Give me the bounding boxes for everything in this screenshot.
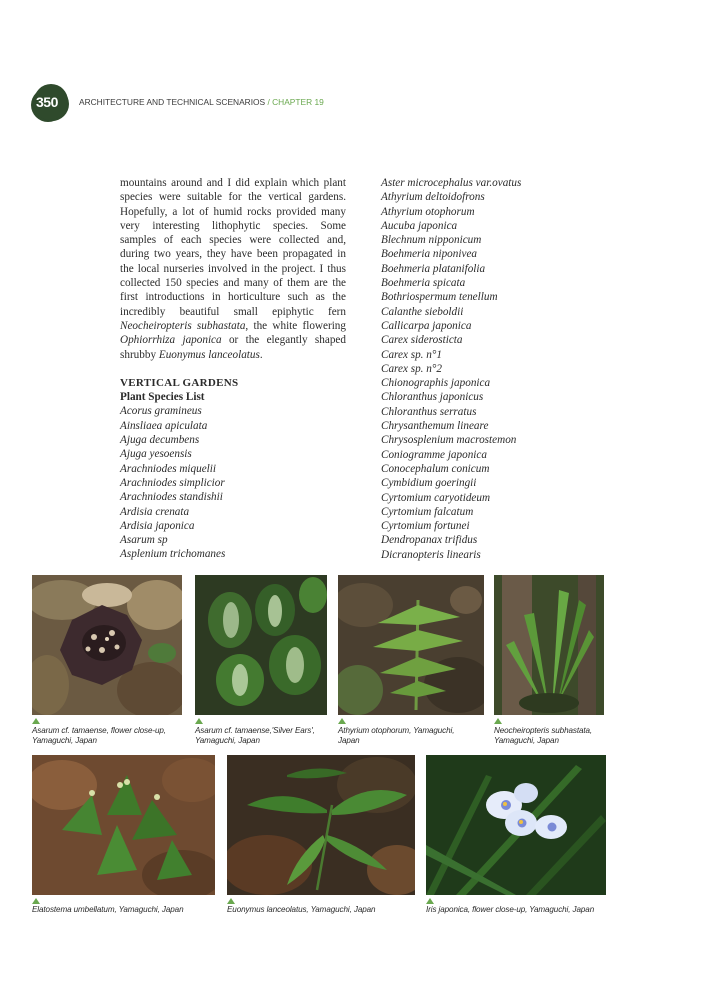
species-item: Asplenium trichomanes <box>120 548 226 561</box>
photo-caption: Neocheiropteris subhastata, Yamaguchi, Japan <box>494 726 593 745</box>
species-item: Asarum sp <box>120 534 168 547</box>
photo-caption: Iris japonica, flower close-up, Yamaguchi, Japan <box>426 905 595 914</box>
species-item: Chrysosplenium macrostemon <box>381 434 517 447</box>
photo-caption: Asarum cf. tamaense,'Silver Ears', Yamaguchi, Japan <box>195 726 315 745</box>
species-item: Chloranthus serratus <box>381 405 477 418</box>
species-item: Acorus gramineus <box>120 405 202 418</box>
photo-athyrium-otophorum <box>338 575 484 715</box>
species-item: Dicranopteris linearis <box>381 548 481 561</box>
book-title: ARCHITECTURE AND TECHNICAL SCENARIOS <box>79 97 266 107</box>
page-number: 350 <box>36 94 58 110</box>
species-item: Athyrium deltoidofrons <box>381 191 485 204</box>
species-item: Arachniodes standishii <box>120 491 223 504</box>
running-head <box>79 97 324 107</box>
species-item: Conocephalum conicum <box>381 462 490 475</box>
species-item: Cyrtomium caryotideum <box>381 491 491 504</box>
species-item: Arachniodes miquelii <box>120 462 217 475</box>
species-item: Boehmeria spicata <box>381 277 466 290</box>
species-item: Chloranthus japonicus <box>381 391 484 404</box>
species-item: Coniogramme japonica <box>381 448 487 461</box>
paragraph-text: . <box>259 348 263 361</box>
photo-iris-japonica <box>426 755 606 895</box>
species-list-left <box>120 404 346 561</box>
caption-marker-icon <box>426 898 434 904</box>
species-item: Boehmeria platanifolia <box>381 262 486 275</box>
paragraph-text: or the elegantly shaped shrubby <box>120 334 346 361</box>
caption-marker-icon <box>195 718 203 724</box>
photo-caption: Euonymus lanceolatus, Yamaguchi, Japan <box>227 905 376 914</box>
species-item: Arachniodes simplicior <box>120 476 225 489</box>
caption-marker-icon <box>227 898 235 904</box>
species-item: Callicarpa japonica <box>381 319 472 332</box>
caption-marker-icon <box>338 718 346 724</box>
species-list-right <box>381 176 611 562</box>
photo-euonymus <box>227 755 415 895</box>
species-item: Boehmeria niponivea <box>381 248 478 261</box>
species-item: Calanthe sieboldii <box>381 305 464 318</box>
body-paragraph <box>120 176 346 362</box>
species-mention: Neocheiropteris subhastata <box>120 319 246 332</box>
species-item: Chionographis japonica <box>381 377 491 390</box>
species-item: Cyrtomium fortunei <box>381 520 470 533</box>
species-item: Ardisia japonica <box>120 519 195 532</box>
species-item: Ajuga yesoensis <box>120 448 192 461</box>
species-mention: Euonymus lanceolatus <box>158 348 260 361</box>
photo-caption: Asarum cf. tamaense, flower close-up, Yamaguchi, Japan <box>32 726 166 745</box>
species-item: Cyrtomium falcatum <box>381 505 474 518</box>
species-item: Carex sp. n°1 <box>381 348 442 361</box>
right-column <box>381 176 611 562</box>
species-item: Ainsliaea apiculata <box>120 419 208 432</box>
caption-marker-icon <box>32 718 40 724</box>
photo-asarum-silver-ears <box>195 575 327 715</box>
species-item: Dendropanax trifidus <box>381 534 478 547</box>
species-item: Aucuba japonica <box>381 219 458 232</box>
species-item: Carex sp. n°2 <box>381 362 442 375</box>
left-column <box>120 176 346 562</box>
caption-marker-icon <box>494 718 502 724</box>
photo-neocheiropteris <box>494 575 604 715</box>
page-header <box>33 86 433 120</box>
paragraph-text: , the white flowering <box>245 319 346 332</box>
photo-caption: Elatostema umbellatum, Yamaguchi, Japan <box>32 905 184 914</box>
chapter-label: CHAPTER 19 <box>272 97 324 107</box>
paragraph-text: mountains around and I did explain which plant species were suitable for the vertical gardens. Hopefully, a lot of humid rocks provided many very interesting lithophytic species. Some samples of each species were collected and, during two years, they have been propagated in the local nurseries involved in the project. I thus collected 150 species and many of them are the first introductions in horticulture such as the incredibly beautiful small epiphytic fern <box>120 177 346 318</box>
species-item: Chrysanthemum lineare <box>381 420 489 433</box>
species-item: Athyrium otophorum <box>381 205 475 218</box>
species-item: Blechnum nipponicum <box>381 234 482 247</box>
header-separator: / <box>265 97 273 107</box>
species-item: Ajuga decumbens <box>120 434 200 447</box>
caption-marker-icon <box>32 898 40 904</box>
species-item: Aster microcephalus var.ovatus <box>381 177 522 189</box>
list-heading: Plant Species List <box>120 391 205 404</box>
photo-caption: Athyrium otophorum, Yamaguchi, Japan <box>338 726 455 745</box>
photo-elatostema <box>32 755 215 895</box>
species-mention: Ophiorrhiza japonica <box>120 334 222 347</box>
photo-asarum-flower <box>32 575 182 715</box>
section-heading: VERTICAL GARDENS <box>120 376 239 389</box>
species-item: Bothriospermum tenellum <box>381 291 498 304</box>
species-item: Carex siderosticta <box>381 334 463 347</box>
species-item: Cymbidium goeringii <box>381 477 477 490</box>
species-item: Ardisia crenata <box>120 505 190 518</box>
